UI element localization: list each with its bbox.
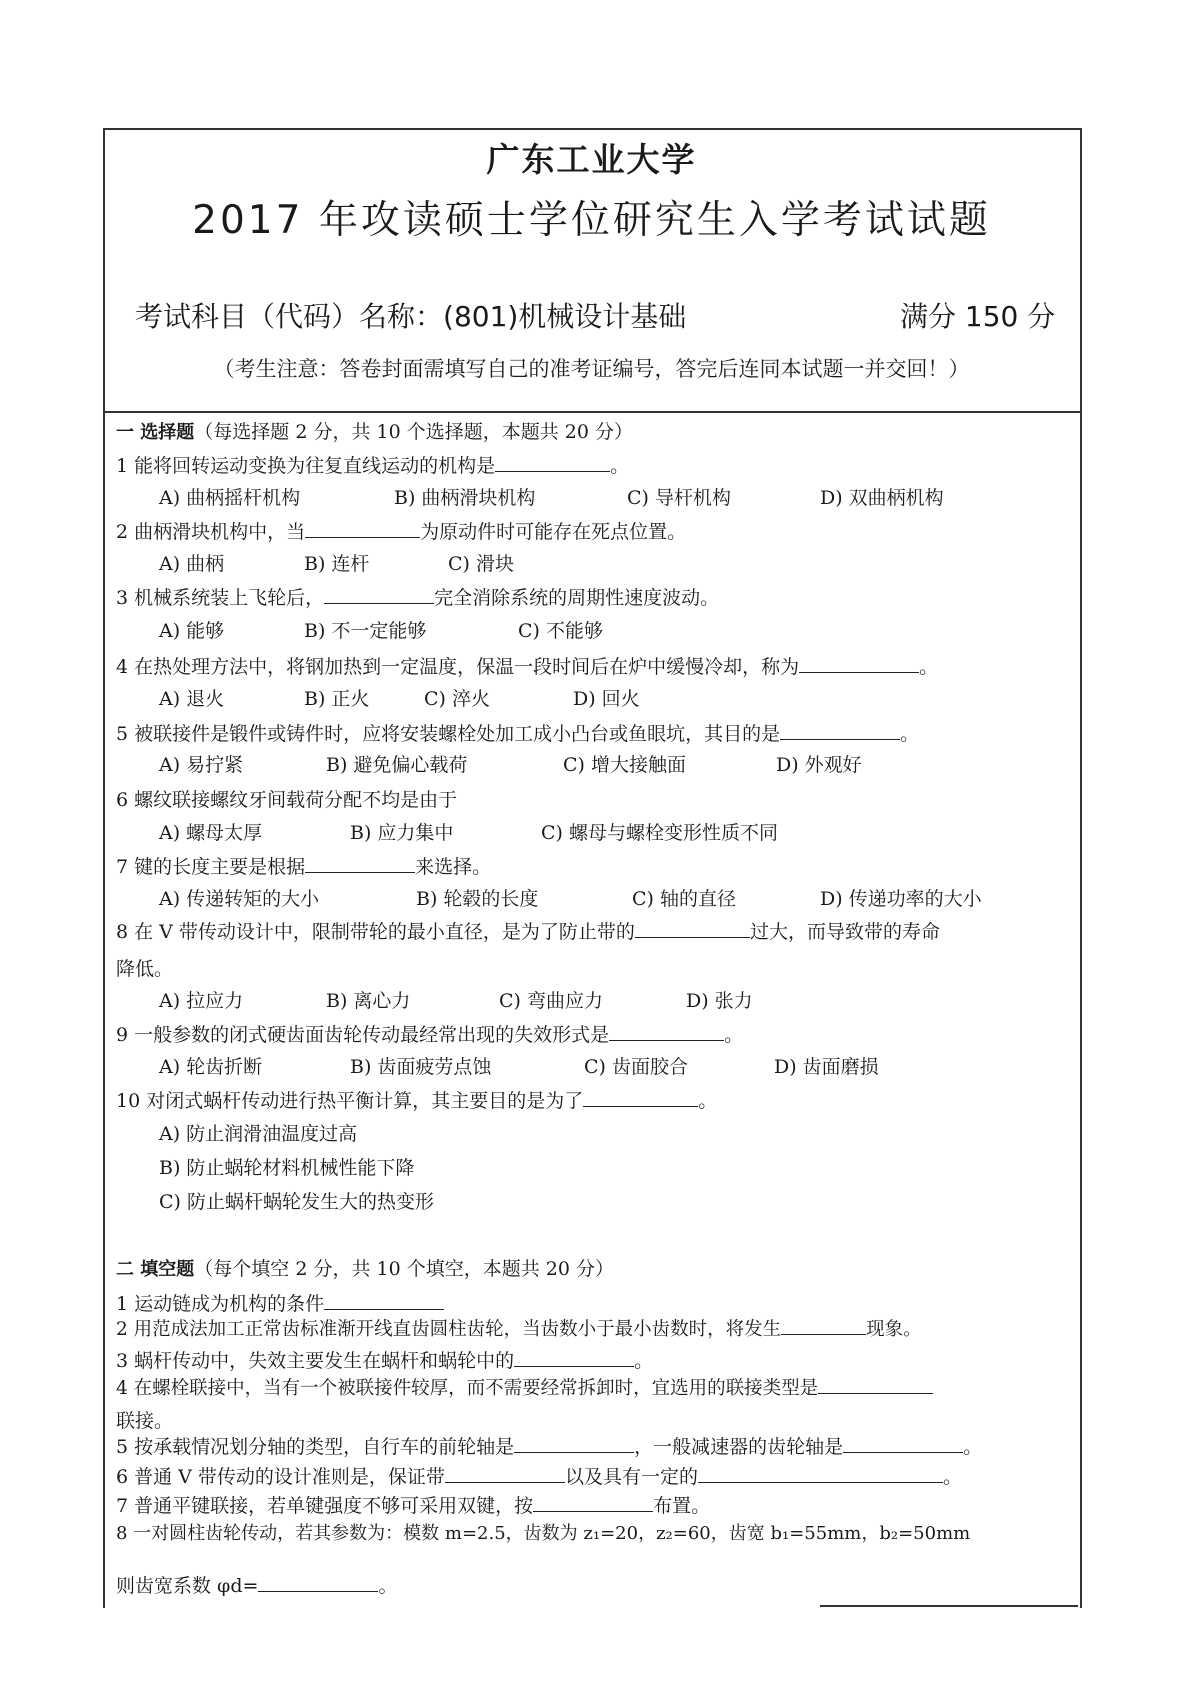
option: C) 防止蜗杆蜗轮发生大的热变形 <box>159 1191 434 1213</box>
option: B) 离心力 <box>326 990 411 1012</box>
question-text: 。 <box>698 1090 718 1112</box>
question <box>116 519 686 544</box>
question-text: 现象。 <box>866 1319 922 1340</box>
option: C) 齿面胶合 <box>584 1056 688 1078</box>
exam-title: 2017 年攻读硕士学位研究生入学考试试题 <box>192 198 991 243</box>
question-continuation: 联接。 <box>116 1410 174 1432</box>
question <box>116 1375 933 1401</box>
option: B) 避免偏心载荷 <box>326 754 468 776</box>
question-text: 则齿宽系数 φd= <box>116 1575 259 1597</box>
question-text: 。 <box>610 455 630 477</box>
option: B) 防止蜗轮材料机械性能下降 <box>159 1157 415 1179</box>
question <box>116 721 919 746</box>
answer-blank <box>445 1464 565 1483</box>
question-text: 1 运动链成为机构的条件 <box>116 1293 325 1315</box>
question: 8 一对圆柱齿轮传动，若其参数为：模数 m=2.5，齿数为 z₁=20，z₂=60，齿宽 b₁=55mm，b₂=50mm <box>116 1523 971 1544</box>
question-text: 。 <box>963 1436 983 1458</box>
answer-blank <box>305 519 420 538</box>
answer-blank <box>533 1493 653 1512</box>
option: B) 齿面疲劳点蚀 <box>350 1056 492 1078</box>
section2-heading <box>116 1257 614 1282</box>
question-text: 完全消除系统的周期性速度波动。 <box>434 587 720 609</box>
question-text: 。 <box>900 723 920 745</box>
option: A) 能够 <box>159 620 225 642</box>
header-divider <box>103 411 1080 413</box>
question-text: 为原动件时可能存在死点位置。 <box>420 521 687 543</box>
answer-blank <box>781 1316 866 1335</box>
question <box>116 1348 653 1373</box>
question-text: 。 <box>634 1350 654 1372</box>
question-text: 9 一般参数的闭式硬齿面齿轮传动最经常出现的失效形式是 <box>116 1024 610 1046</box>
question-text: 5 被联接件是锻件或铸件时，应将安装螺栓处加工成小凸台或鱼眼坑，其目的是 <box>116 723 781 745</box>
question <box>116 585 719 610</box>
question <box>116 1291 444 1316</box>
section1-note: （每选择题 2 分，共 10 个选择题，本题共 20 分） <box>194 421 633 443</box>
answer-blank <box>843 1434 963 1453</box>
answer-blank <box>609 1022 724 1041</box>
signature-line <box>820 1605 1078 1607</box>
university-name: 广东工业大学 <box>486 140 697 179</box>
option: D) 双曲柄机构 <box>820 487 944 509</box>
question-text: 4 在螺栓联接中，当有一个被联接件较厚，而不需要经常拆卸时，宜选用的联接类型是 <box>116 1378 819 1399</box>
question-text: 5 按承载情况划分轴的类型，自行车的前轮轴是 <box>116 1436 515 1458</box>
option: C) 滑块 <box>448 553 514 575</box>
answer-blank <box>635 919 750 938</box>
question-text: 4 在热处理方法中，将钢加热到一定温度，保温一段时间后在炉中缓慢冷却，称为 <box>116 656 800 678</box>
option: D) 传递功率的大小 <box>820 888 982 910</box>
question-text: 。 <box>724 1024 744 1046</box>
option: A) 传递转矩的大小 <box>159 888 320 910</box>
answer-blank <box>799 654 919 673</box>
question-text: 3 机械系统装上飞轮后， <box>116 587 325 609</box>
option: B) 正火 <box>304 688 370 710</box>
question-text: 6 普通 V 带传动的设计准则是，保证带 <box>116 1466 445 1488</box>
question-text: 10 对闭式蜗杆传动进行热平衡计算，其主要目的是为了 <box>116 1090 584 1112</box>
option: C) 不能够 <box>518 620 603 642</box>
answer-blank <box>818 1375 933 1394</box>
answer-blank <box>583 1088 698 1107</box>
question-text: 3 蜗杆传动中，失效主要发生在蜗杆和蜗轮中的 <box>116 1350 515 1372</box>
option: B) 曲柄滑块机构 <box>394 487 536 509</box>
full-score: 满分 150 分 <box>900 300 1056 333</box>
option: C) 淬火 <box>424 688 490 710</box>
subject-name: (801)机械设计基础 <box>443 300 687 333</box>
answer-blank <box>514 1348 634 1367</box>
answer-blank <box>324 1291 444 1310</box>
option: C) 增大接触面 <box>563 754 686 776</box>
answer-blank <box>324 585 434 604</box>
option: A) 轮齿折断 <box>159 1056 263 1078</box>
question-text: 以及具有一定的 <box>564 1466 698 1488</box>
option: D) 回火 <box>573 688 640 710</box>
question <box>116 788 457 812</box>
question <box>116 919 940 944</box>
answer-blank <box>258 1573 378 1592</box>
option: B) 轮毂的长度 <box>416 888 539 910</box>
option: C) 轴的直径 <box>632 888 736 910</box>
option: D) 张力 <box>686 990 753 1012</box>
question-text: 过大，而导致带的寿命 <box>749 921 940 943</box>
question <box>116 1088 717 1113</box>
section1-heading <box>116 420 633 445</box>
option: A) 曲柄摇杆机构 <box>159 487 301 509</box>
question <box>116 1316 922 1342</box>
option: B) 应力集中 <box>350 822 454 844</box>
question-text: 布置。 <box>653 1495 711 1517</box>
question <box>116 654 938 679</box>
question-text: 6 螺纹联接螺纹牙间载荷分配不均是由于 <box>116 789 458 811</box>
question <box>116 453 629 478</box>
option: A) 拉应力 <box>159 990 244 1012</box>
question-text: 。 <box>378 1575 398 1597</box>
notice: （考生注意：答卷封面需填写自己的准考证编号，答完后连同本试题一并交回！） <box>213 357 970 381</box>
question <box>116 1464 962 1489</box>
answer-blank <box>698 1464 943 1483</box>
question-text: 1 能将回转运动变换为往复直线运动的机构是 <box>116 455 496 477</box>
question-text: 来选择。 <box>415 856 492 878</box>
question <box>116 1493 710 1518</box>
question-text: 。 <box>919 656 939 678</box>
question <box>116 1434 982 1459</box>
subject-label: 考试科目（代码）名称： <box>135 300 444 333</box>
section2-note: （每个填空 2 分，共 10 个填空，本题共 20 分） <box>194 1258 614 1280</box>
subject-line <box>135 300 686 334</box>
question-continuation: 降低。 <box>116 958 174 980</box>
option: A) 曲柄 <box>159 553 225 575</box>
section1-title: 一 选择题 <box>116 422 195 443</box>
option: A) 防止润滑油温度过高 <box>159 1123 358 1145</box>
answer-blank <box>495 453 610 472</box>
answer-blank <box>514 1434 634 1453</box>
option: D) 齿面磨损 <box>774 1056 879 1078</box>
option: B) 连杆 <box>304 553 370 575</box>
question-text: 8 在 V 带传动设计中，限制带轮的最小直径，是为了防止带的 <box>116 921 635 943</box>
question-text: 2 用范成法加工正常齿标准渐开线直齿圆柱齿轮，当齿数小于最小齿数时，将发生 <box>116 1319 782 1340</box>
question <box>116 1022 743 1047</box>
option: C) 弯曲应力 <box>499 990 603 1012</box>
answer-blank <box>780 721 900 740</box>
question-text: 2 曲柄滑块机构中，当 <box>116 521 306 543</box>
question-text: 7 键的长度主要是根据 <box>116 856 306 878</box>
question <box>116 854 491 879</box>
answer-blank <box>305 854 415 873</box>
option: A) 易拧紧 <box>159 754 244 776</box>
option: C) 导杆机构 <box>627 487 731 509</box>
option: B) 不一定能够 <box>304 620 427 642</box>
option: A) 螺母太厚 <box>159 822 263 844</box>
section2-title: 二 填空题 <box>116 1259 195 1280</box>
question-continuation <box>116 1573 397 1598</box>
option: D) 外观好 <box>776 754 862 776</box>
question-text: 。 <box>942 1466 962 1488</box>
option: A) 退火 <box>159 688 225 710</box>
question-text: ，一般减速器的齿轮轴是 <box>634 1436 844 1458</box>
option: C) 螺母与螺栓变形性质不同 <box>541 822 778 844</box>
question-text: 7 普通平键联接，若单键强度不够可采用双键，按 <box>116 1495 534 1517</box>
